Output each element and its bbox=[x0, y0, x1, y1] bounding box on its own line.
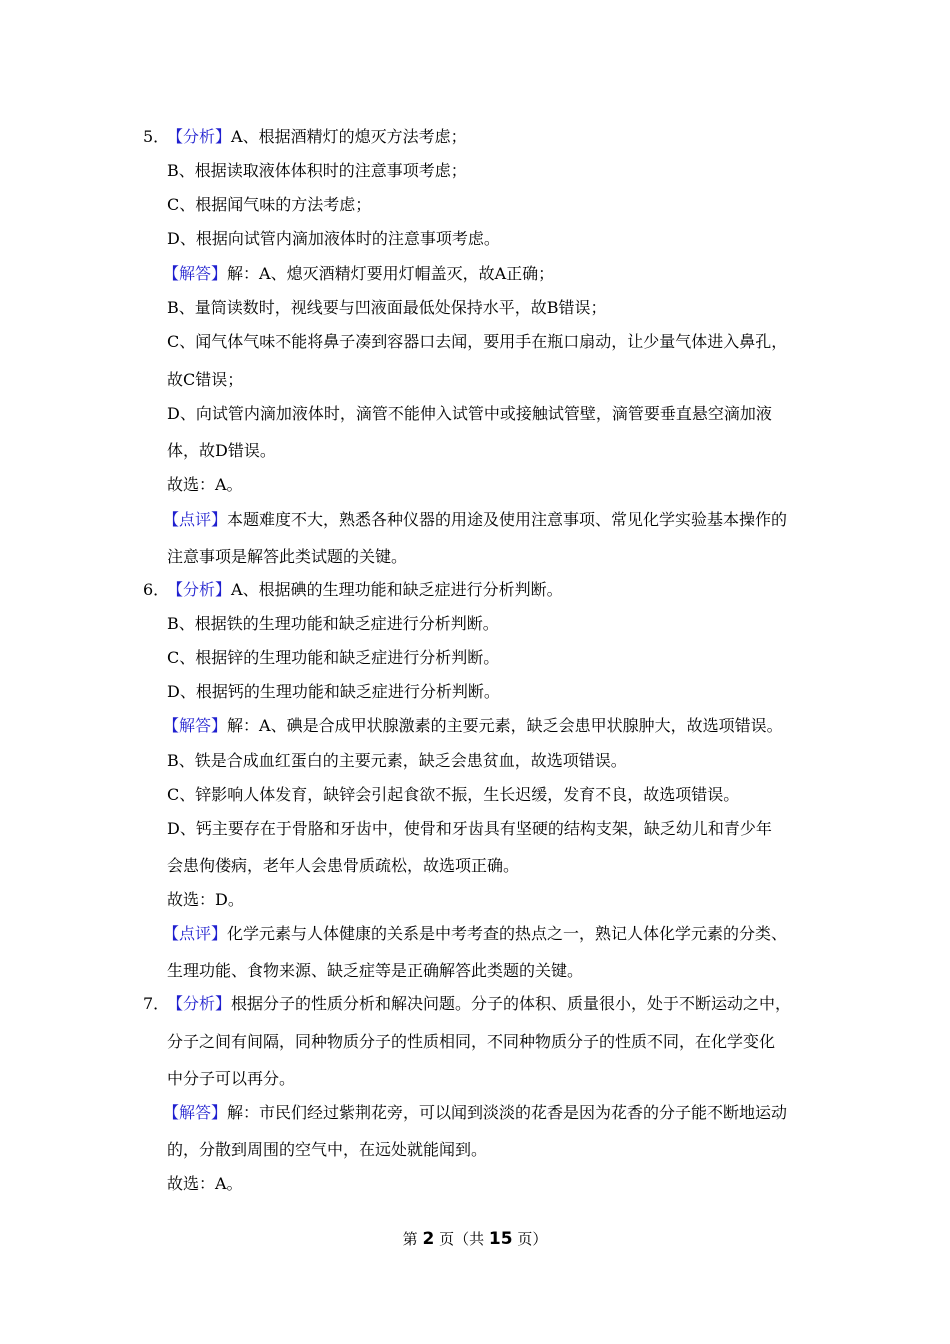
answer-text: 解：A、熄灭酒精灯要用灯帽盖灭，故A正确； bbox=[227, 264, 555, 283]
analysis-tag: 【分析】 bbox=[167, 127, 232, 146]
question-number: 6． bbox=[143, 580, 170, 599]
analysis-line bbox=[167, 127, 467, 147]
analysis-line: C、根据锌的生理功能和缺乏症进行分析判断。 bbox=[167, 648, 500, 667]
comment-text: 化学元素与人体健康的关系是中考考查的热点之一，熟记人体化学元素的分类、 bbox=[227, 924, 788, 943]
analysis-line: C、根据闻气味的方法考虑； bbox=[167, 195, 372, 214]
comment-text: 本题难度不大，熟悉各种仪器的用途及使用注意事项、常见化学实验基本操作的 bbox=[227, 510, 788, 529]
answer-line: 体，故D错误。 bbox=[167, 441, 276, 460]
answer-line: D、钙主要存在于骨胳和牙齿中，使骨和牙齿具有坚硬的结构支架，缺乏幼儿和青少年 bbox=[167, 819, 772, 838]
current-page-number: 2 bbox=[422, 1229, 435, 1249]
answer-line: 故选：A。 bbox=[167, 475, 243, 494]
answer-line bbox=[163, 716, 783, 736]
answer-line: B、铁是合成血红蛋白的主要元素，缺乏会患贫血，故选项错误。 bbox=[167, 751, 627, 770]
answer-tag: 【解答】 bbox=[163, 1103, 228, 1122]
answer-tag: 【解答】 bbox=[163, 264, 228, 283]
comment-line: 注意事项是解答此类试题的关键。 bbox=[167, 547, 408, 566]
analysis-line: 分子之间有间隔，同种物质分子的性质相同，不同种物质分子的性质不同，在化学变化 bbox=[167, 1032, 776, 1051]
analysis-line: B、根据铁的生理功能和缺乏症进行分析判断。 bbox=[167, 614, 499, 633]
comment-tag: 【点评】 bbox=[163, 510, 228, 529]
analysis-tag: 【分析】 bbox=[167, 994, 232, 1013]
answer-tag: 【解答】 bbox=[163, 716, 228, 735]
analysis-line bbox=[167, 580, 563, 600]
comment-line: 生理功能、食物来源、缺乏症等是正确解答此类题的关键。 bbox=[167, 961, 584, 980]
answer-text: 解：市民们经过紫荆花旁，可以闻到淡淡的花香是因为花香的分子能不断地运动 bbox=[227, 1103, 788, 1122]
answer-line: 故选：A。 bbox=[167, 1174, 243, 1193]
comment-line bbox=[163, 510, 787, 530]
answer-line: C、锌影响人体发育，缺锌会引起食欲不振，生长迟缓，发育不良，故选项错误。 bbox=[167, 785, 740, 804]
answer-text: 解：A、碘是合成甲状腺激素的主要元素，缺乏会患甲状腺肿大，故选项错误。 bbox=[227, 716, 783, 735]
answer-line: 故C错误； bbox=[167, 370, 244, 389]
answer-line: 的，分散到周围的空气中，在远处就能闻到。 bbox=[167, 1140, 488, 1159]
analysis-line bbox=[167, 994, 791, 1014]
analysis-line: D、根据向试管内滴加液体时的注意事项考虑。 bbox=[167, 229, 500, 248]
comment-line bbox=[163, 924, 787, 944]
comment-tag: 【点评】 bbox=[163, 924, 228, 943]
footer-suffix: 页） bbox=[517, 1230, 548, 1248]
footer-middle: 页（共 bbox=[439, 1230, 485, 1248]
question-number: 5． bbox=[143, 127, 170, 146]
answer-line: D、向试管内滴加液体时，滴管不能伸入试管中或接触试管壁，滴管要垂直悬空滴加液 bbox=[167, 404, 772, 423]
analysis-tag: 【分析】 bbox=[167, 580, 232, 599]
analysis-line: D、根据钙的生理功能和缺乏症进行分析判断。 bbox=[167, 682, 500, 701]
answer-line: 会患佝偻病，老年人会患骨质疏松，故选项正确。 bbox=[167, 856, 520, 875]
analysis-line: B、根据读取液体体积时的注意事项考虑； bbox=[167, 161, 467, 180]
answer-line bbox=[163, 1103, 787, 1123]
analysis-line: 中分子可以再分。 bbox=[167, 1069, 296, 1088]
page-footer bbox=[0, 1229, 950, 1249]
answer-line: 故选：D。 bbox=[167, 890, 244, 909]
analysis-text: A、根据酒精灯的熄灭方法考虑； bbox=[231, 127, 467, 146]
analysis-text: 根据分子的性质分析和解决问题。分子的体积、质量很小，处于不断运动之中， bbox=[231, 994, 792, 1013]
answer-line: C、闻气体气味不能将鼻子凑到容器口去闻，要用手在瓶口扇动，让少量气体进入鼻孔， bbox=[167, 332, 788, 351]
answer-line: B、量筒读数时，视线要与凹液面最低处保持水平，故B错误； bbox=[167, 298, 607, 317]
analysis-text: A、根据碘的生理功能和缺乏症进行分析判断。 bbox=[231, 580, 563, 599]
question-number: 7． bbox=[143, 994, 170, 1013]
footer-prefix: 第 bbox=[402, 1230, 418, 1248]
answer-line bbox=[163, 264, 554, 284]
total-page-number: 15 bbox=[488, 1229, 513, 1249]
